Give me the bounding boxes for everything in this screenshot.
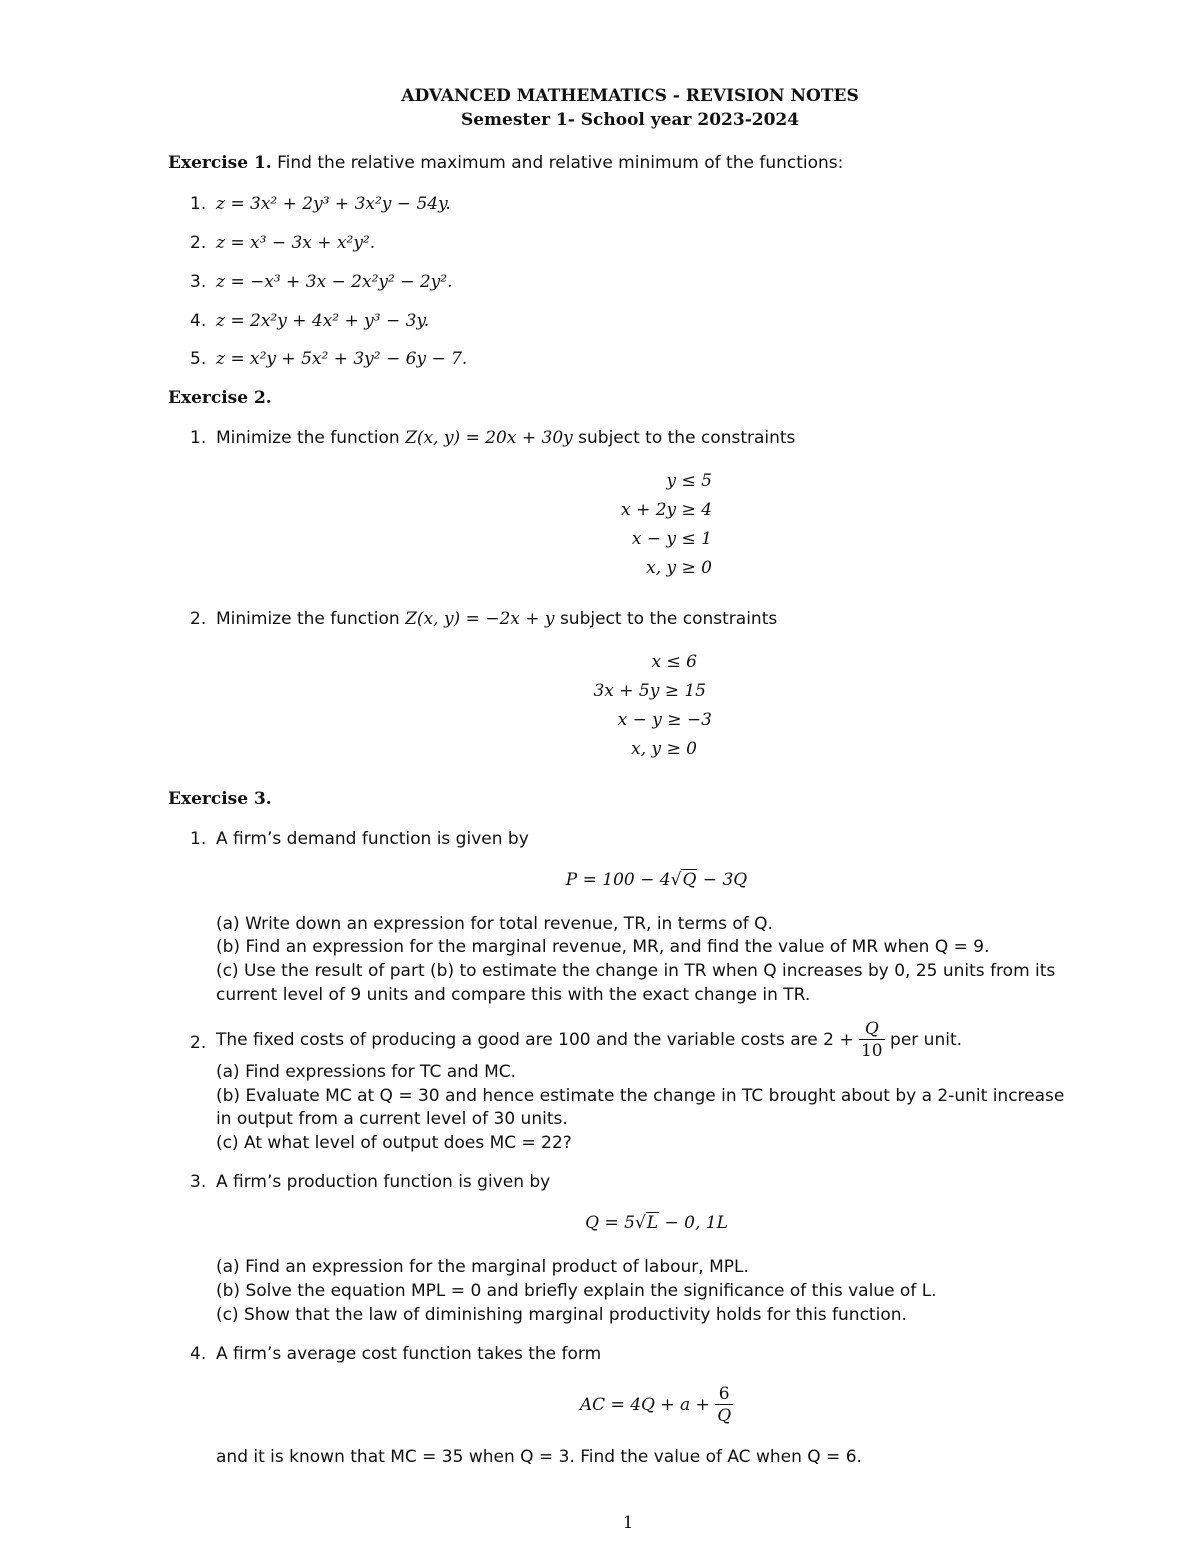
ex3-q4-intro: A firm’s average cost function takes the form <box>216 1344 602 1364</box>
fraction-numerator: 6 <box>715 1384 733 1405</box>
ex1-equation: z = 2x²y + 4x² + y³ − 3y. <box>216 311 430 331</box>
ex3-q3-part-b: (b) Solve the equation MPL = 0 and briefly explain the significance of this value of L. <box>216 1281 937 1301</box>
average-cost-equation <box>0 1382 1200 1428</box>
document-title: ADVANCED MATHEMATICS - REVISION NOTES <box>401 86 859 106</box>
constraint: x + 2y ≥ 4 <box>621 500 712 520</box>
ex3-item-number: 1. <box>190 829 207 849</box>
constraint: x − y ≤ 1 <box>631 529 712 549</box>
ex2-item-number: 2. <box>190 609 207 629</box>
sqrt-icon: √ <box>670 870 682 890</box>
ex1-item-number: 1. <box>190 194 207 214</box>
constraint: x, y ≥ 0 <box>646 558 712 578</box>
demand-equation <box>0 870 1200 890</box>
ex3-q4-tail: and it is known that MC = 35 when Q = 3. Find the value of AC when Q = 6. <box>216 1447 862 1467</box>
fraction-numerator: Q <box>859 1019 885 1040</box>
eq-sqrt-arg: L <box>646 1213 659 1233</box>
document-subtitle: Semester 1- School year 2023-2024 <box>460 110 800 130</box>
fraction-denominator: 10 <box>860 1040 883 1061</box>
page-number: 1 <box>622 1513 634 1533</box>
q2-intro-after: per unit. <box>884 1030 963 1050</box>
ex3-q2-part-b: (b) Evaluate MC at Q = 30 and hence estimate the change in TC brought about by a 2-unit increase <box>216 1086 1065 1106</box>
fraction-denominator: Q <box>717 1406 732 1426</box>
ex1-item-number: 3. <box>190 272 207 292</box>
eq-sqrt-arg: Q <box>682 870 697 890</box>
exercise-2-label: Exercise 2. <box>168 388 272 408</box>
eq-right: − 3Q <box>697 870 748 890</box>
ex1-equation: z = −x³ + 3x − 2x²y² − 2y². <box>216 272 453 292</box>
sqrt-icon: √ <box>634 1213 646 1233</box>
ex1-equation: z = x²y + 5x² + 3y² − 6y − 7. <box>216 349 468 369</box>
q2-intro-before: The fixed costs of producing a good are 100 and the variable costs are 2 + <box>216 1030 859 1050</box>
constraint: x − y ≥ −3 <box>617 710 712 730</box>
ex3-q1-intro: A firm’s demand function is given by <box>216 829 529 849</box>
ex2-text-after: subject to the constraints <box>572 428 796 448</box>
exercise-1-intro: Find the relative maximum and relative minimum of the functions: <box>277 153 844 173</box>
ex2-text-before: Minimize the function <box>216 609 406 629</box>
exercise-1-label: Exercise 1. <box>168 153 272 173</box>
constraint: 3x + 5y ≥ 15 <box>593 681 706 701</box>
eq-right: − 0, 1L <box>659 1213 728 1233</box>
constraint: x ≤ 6 <box>651 652 697 672</box>
ex2-problem-2 <box>216 609 777 629</box>
fraction <box>859 1019 885 1062</box>
constraint: x, y ≥ 0 <box>631 739 697 759</box>
ex1-equation: z = 3x² + 2y³ + 3x²y − 54y. <box>216 194 451 214</box>
ex3-q2-part-c: (c) At what level of output does MC = 22? <box>216 1133 572 1153</box>
ex3-q3-part-c: (c) Show that the law of diminishing marginal productivity holds for this function. <box>216 1305 907 1325</box>
ex1-item-number: 2. <box>190 233 207 253</box>
ex2-text-after: subject to the constraints <box>554 609 778 629</box>
exercise-1-heading <box>168 153 843 173</box>
ex1-item-number: 4. <box>190 311 207 331</box>
ex3-q3-part-a: (a) Find an expression for the marginal product of labour, MPL. <box>216 1257 749 1277</box>
ex3-q1-part-c-cont: current level of 9 units and compare this with the exact change in TR. <box>216 985 811 1005</box>
fraction <box>715 1384 733 1427</box>
ex3-q2-part-b-cont: in output from a current level of 30 units. <box>216 1109 568 1129</box>
ex2-text-before: Minimize the function <box>216 428 406 448</box>
ex1-item-number: 5. <box>190 349 207 369</box>
exercise-3-label: Exercise 3. <box>168 789 272 809</box>
ex3-q2-intro <box>216 1018 962 1062</box>
ex2-problem-1 <box>216 428 795 448</box>
eq-left: AC = 4Q + a + <box>579 1395 716 1415</box>
constraint: y ≤ 5 <box>666 471 712 491</box>
ex3-q3-intro: A firm’s production function is given by <box>216 1172 551 1192</box>
eq-left: P = 100 − 4 <box>565 870 671 890</box>
ex2-objective: Z(x, y) = 20x + 30y <box>405 428 573 448</box>
ex3-q1-part-c: (c) Use the result of part (b) to estimate the change in TR when Q increases by 0, 25 units from its <box>216 961 1056 981</box>
eq-left: Q = 5 <box>585 1213 635 1233</box>
ex3-q2-part-a: (a) Find expressions for TC and MC. <box>216 1062 517 1082</box>
ex3-q1-part-a: (a) Write down an expression for total revenue, TR, in terms of Q. <box>216 914 773 934</box>
ex3-item-number: 3. <box>190 1172 207 1192</box>
ex3-q1-part-b: (b) Find an expression for the marginal revenue, MR, and find the value of MR when Q = 9. <box>216 937 990 957</box>
ex2-item-number: 1. <box>190 428 207 448</box>
ex3-item-number: 4. <box>190 1344 207 1364</box>
production-equation <box>0 1213 1200 1233</box>
ex2-objective: Z(x, y) = −2x + y <box>405 609 555 629</box>
ex1-equation: z = x³ − 3x + x²y². <box>216 233 376 253</box>
ex3-item-number: 2. <box>190 1033 207 1053</box>
